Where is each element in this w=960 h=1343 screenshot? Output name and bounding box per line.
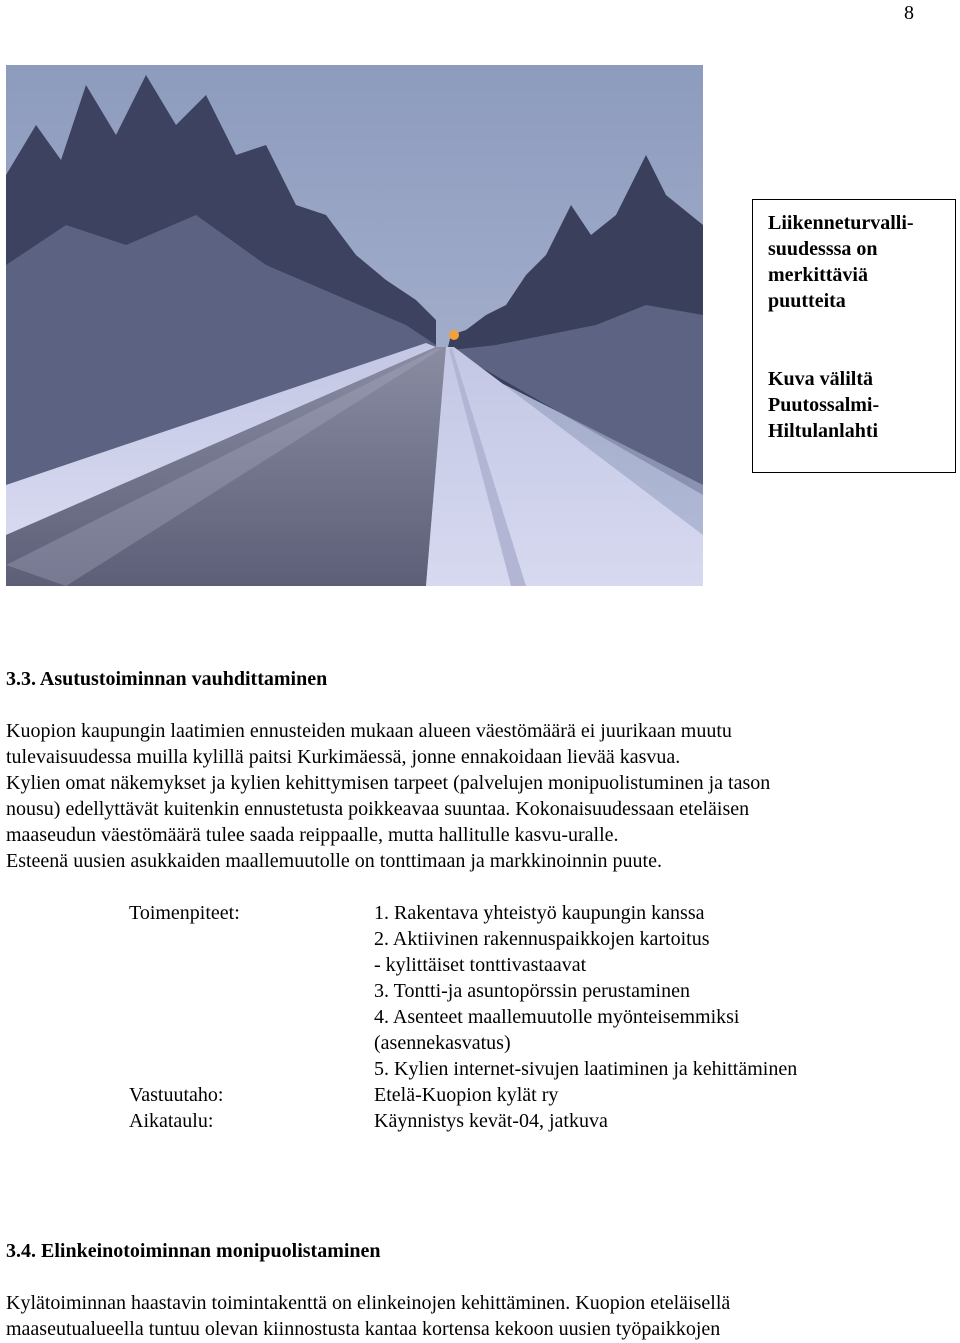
measures-label: Toimenpiteet: [129,902,240,924]
schedule-label: Aikataulu: [129,1110,214,1132]
measures-list [374,900,797,1082]
page-number: 8 [904,2,914,24]
body-line: Kuopion kaupungin laatimien ennusteiden mukaan alueen väestömäärä ei juurikaan muutu [6,720,732,742]
measure-item: 4. Asenteet maallemuutolle myönteisemmiksi [374,1006,740,1028]
body-line: Esteenä uusien asukkaiden maallemuutolle on tonttimaan ja markkinoinnin puute. [6,850,662,872]
body-line: Kylätoiminnan haastavin toimintakenttä on elinkeinojen kehittäminen. Kuopion eteläisellä [6,1292,731,1314]
body-line: Kylien omat näkemykset ja kylien kehittymisen tarpeet (palvelujen monipuolistuminen ja tason [6,772,771,794]
caption-warning-line: Liikenneturvalli- [768,212,914,234]
body-line: tulevaisuudessa muilla kylillä paitsi Kurkimäessä, jonne ennakoidaan lievää kasvua. [6,746,681,768]
winter-road-photo [6,65,703,586]
body-line: nousu) edellyttävät kuitenkin ennustetusta poikkeavaa suuntaa. Kokonaisuudessaan eteläisen [6,798,750,820]
section-34-title: 3.4. Elinkeinotoiminnan monipuolistaminen [6,1240,381,1262]
measure-item: (asennekasvatus) [374,1032,511,1054]
section-33-body [6,718,956,874]
body-line: maaseudun väestömäärä tulee saada reippaalle, mutta hallitulle kasvu-uralle. [6,824,619,846]
caption-box [752,199,956,473]
measure-item: - kylittäiset tonttivastaavat [374,954,587,976]
caption-photo-line: Puutossalmi- [768,394,880,416]
caption-photo-line: Kuva väliltä [768,368,874,390]
caption-warning-line: puutteita [768,290,846,312]
schedule-value: Käynnistys kevät-04, jatkuva [374,1110,608,1132]
responsible-label: Vastuutaho: [129,1084,224,1106]
caption-warning-line: suudesssa on [768,238,878,260]
measure-item: 1. Rakentava yhteistyö kaupungin kanssa [374,902,705,924]
winter-road-image [6,65,703,586]
measure-item: 3. Tontti-ja asuntopörssin perustaminen [374,980,690,1002]
caption-photo-line: Hiltulanlahti [768,420,879,442]
caption-warning-line: merkittäviä [768,264,868,286]
measure-item: 2. Aktiivinen rakennuspaikkojen kartoitus [374,928,710,950]
body-line: maaseutualueella tuntuu olevan kiinnostusta kantaa kortensa kekoon uusien työpaikkojen [6,1318,721,1340]
measure-item: 5. Kylien internet-sivujen laatiminen ja kehittäminen [374,1058,798,1080]
responsible-value: Etelä-Kuopion kylät ry [374,1084,559,1106]
section-33-title: 3.3. Asutustoiminnan vauhdittaminen [6,668,328,690]
section-34-body [6,1290,956,1342]
